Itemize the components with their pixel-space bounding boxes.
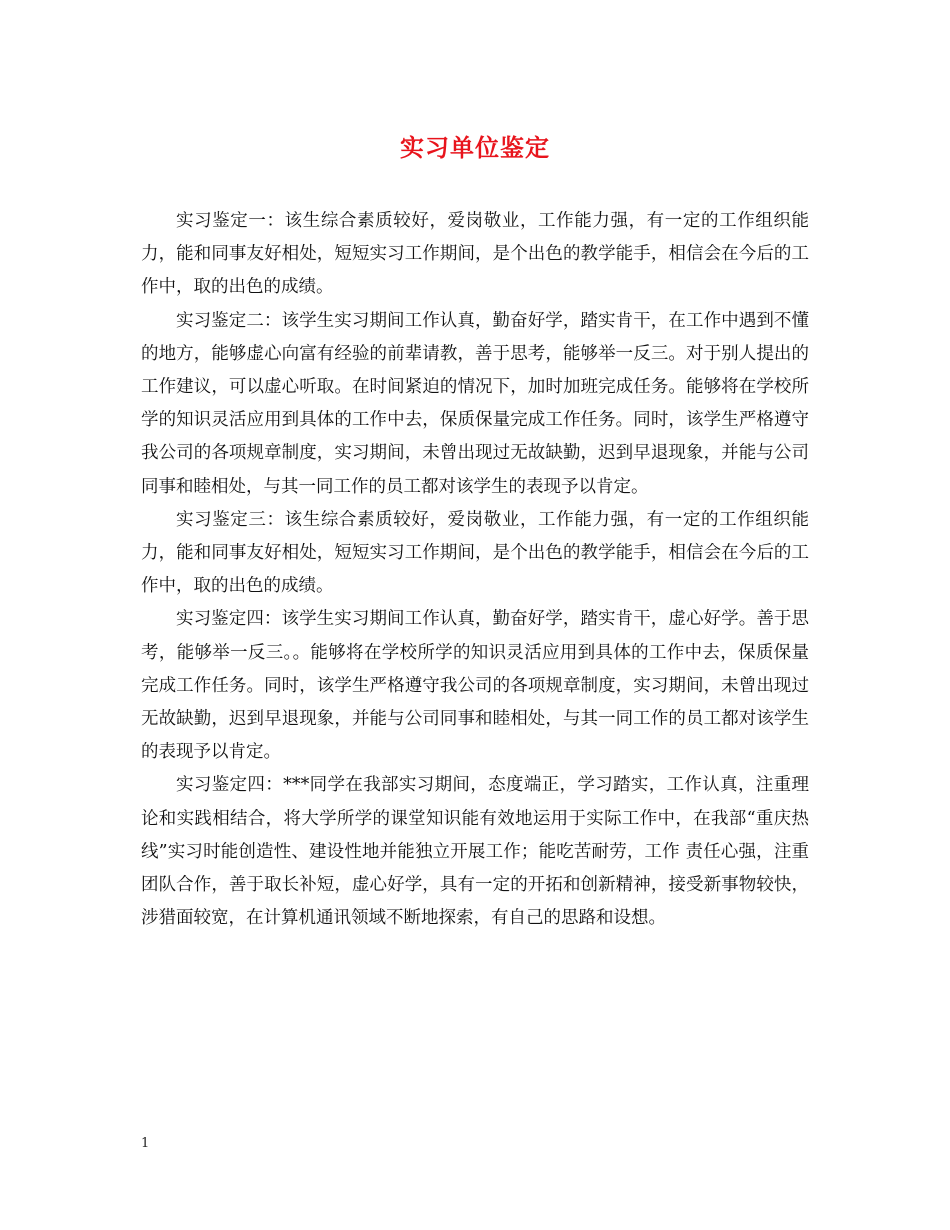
paragraph-appraisal-3: 实习鉴定三：该生综合素质较好，爱岗敬业，工作能力强，有一定的工作组织能力，能和同事友好相处，短短实习工作期间，是个出色的教学能手，相信会在今后的工作中，取的出色的成绩。: [141, 509, 809, 597]
paragraph-appraisal-1: 实习鉴定一：该生综合素质较好，爱岗敬业，工作能力强，有一定的工作组织能力，能和同事友好相处，短短实习工作期间，是个出色的教学能手，相信会在今后的工作中，取的出色的成绩。: [141, 211, 809, 298]
paragraph-appraisal-4: 实习鉴定四：该学生实习期间工作认真，勤奋好学，踏实肯干，虚心好学。善于思考，能够举一反三。。能够将在学校所学的知识灵活应用到具体的工作中去，保质保量完成工作任务。同时，该学生严格遵守我公司的各项规章制度，实习期间，未曾出现过无故缺勤，迟到早退现象，并能与公司同事和睦相处，与其一同工作的员工都对该学生的表现予以肯定。: [141, 609, 809, 763]
document-title: 实习单位鉴定: [400, 133, 550, 162]
paragraph-appraisal-2: 实习鉴定二：该学生实习期间工作认真，勤奋好学，踏实肯干，在工作中遇到不懂的地方，能够虚心向富有经验的前辈请教，善于思考，能够举一反三。对于别人提出的工作建议，可以虚心听取。在时间紧迫的情况下，加时加班完成任务。能够将在学校所学的知识灵活应用到具体的工作中去，保质保量完成工作任务。同时，该学生严格遵守我公司的各项规章制度，实习期间，未曾出现过无故缺勤，迟到早退现象，并能与公司同事和睦相处，与其一同工作的员工都对该学生的表现予以肯定。: [141, 310, 809, 497]
page-number: 1: [141, 1136, 150, 1151]
paragraph-appraisal-5: 实习鉴定四：***同学在我部实习期间，态度端正，学习踏实，工作认真，注重理论和实践相结合，将大学所学的课堂知识能有效地运用于实际工作中，在我部“重庆热线”实习时能创造性、建设性地并能独立开展工作；能吃苦耐劳，工作 责任心强，注重团队合作，善于取长补短，虚心好学，具有一定的开拓和创新精神，接受新事物较快，涉猎面较宽，在计算机通讯领域不断地探索，有自己的思路和设想。: [141, 775, 809, 929]
document-body: [141, 205, 809, 935]
